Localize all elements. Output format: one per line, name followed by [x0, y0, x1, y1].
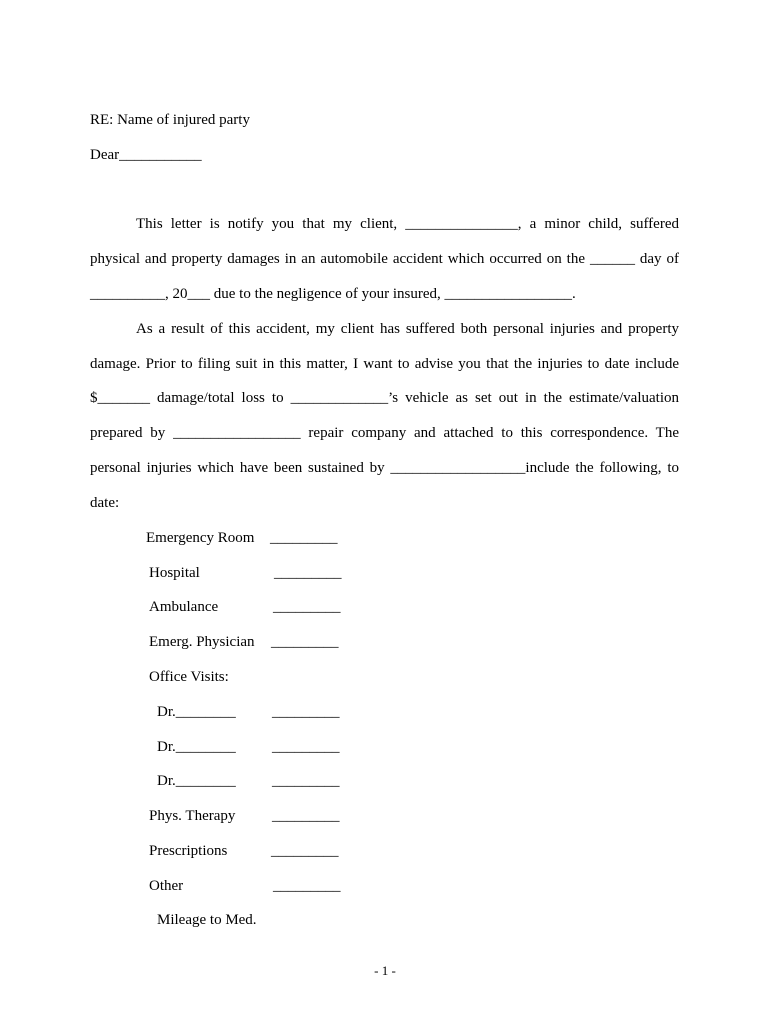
- paragraph2-line1: As a result of this accident, my client has suffered both personal injuries and property: [136, 321, 679, 337]
- re-line: RE: Name of injured party: [90, 112, 250, 128]
- expense-blank: _________: [272, 704, 340, 720]
- paragraph2-line2: damage. Prior to filing suit in this matter, I want to advise you that the injuries to date include: [90, 356, 679, 372]
- expense-blank: _________: [272, 808, 340, 824]
- expense-blank: _________: [271, 634, 339, 650]
- expense-blank: _________: [273, 599, 341, 615]
- expense-blank: _________: [271, 843, 339, 859]
- paragraph2-line5: personal injuries which have been sustained by __________________include the following, to: [90, 460, 679, 476]
- expense-label: Mileage to Med.: [157, 912, 257, 928]
- expense-blank: _________: [272, 739, 340, 755]
- expense-label: Other: [149, 878, 184, 894]
- expense-label: Phys. Therapy: [149, 808, 236, 824]
- expense-label: Dr.________: [157, 773, 236, 789]
- expense-label: Hospital: [149, 565, 200, 581]
- expense-label: Office Visits:: [149, 669, 229, 685]
- expense-label: Emerg. Physician: [149, 634, 255, 650]
- expense-blank: _________: [270, 530, 338, 546]
- expense-blank: _________: [273, 878, 341, 894]
- paragraph2-line3: $_______ damage/total loss to _____________’s vehicle as set out in the estimate/valuation: [90, 390, 679, 406]
- salutation: Dear___________: [90, 147, 202, 163]
- paragraph1-line1: This letter is notify you that my client, _______________, a minor child, suffered: [136, 216, 679, 232]
- paragraph2-line4: prepared by _________________ repair company and attached to this correspondence. The: [90, 425, 679, 441]
- paragraph1-line3: __________, 20___ due to the negligence of your insured, _________________.: [90, 286, 576, 302]
- expense-blank: _________: [272, 773, 340, 789]
- expense-label: Dr.________: [157, 739, 236, 755]
- page-number: - 1 -: [374, 963, 396, 978]
- paragraph2-line6: date:: [90, 495, 120, 511]
- expense-label: Emergency Room: [146, 530, 255, 546]
- expense-label: Prescriptions: [149, 843, 228, 859]
- expense-label: Ambulance: [149, 599, 219, 615]
- expense-label: Dr.________: [157, 704, 236, 720]
- expense-blank: _________: [274, 565, 342, 581]
- paragraph1-line2: physical and property damages in an automobile accident which occurred on the ______ day of: [90, 251, 679, 267]
